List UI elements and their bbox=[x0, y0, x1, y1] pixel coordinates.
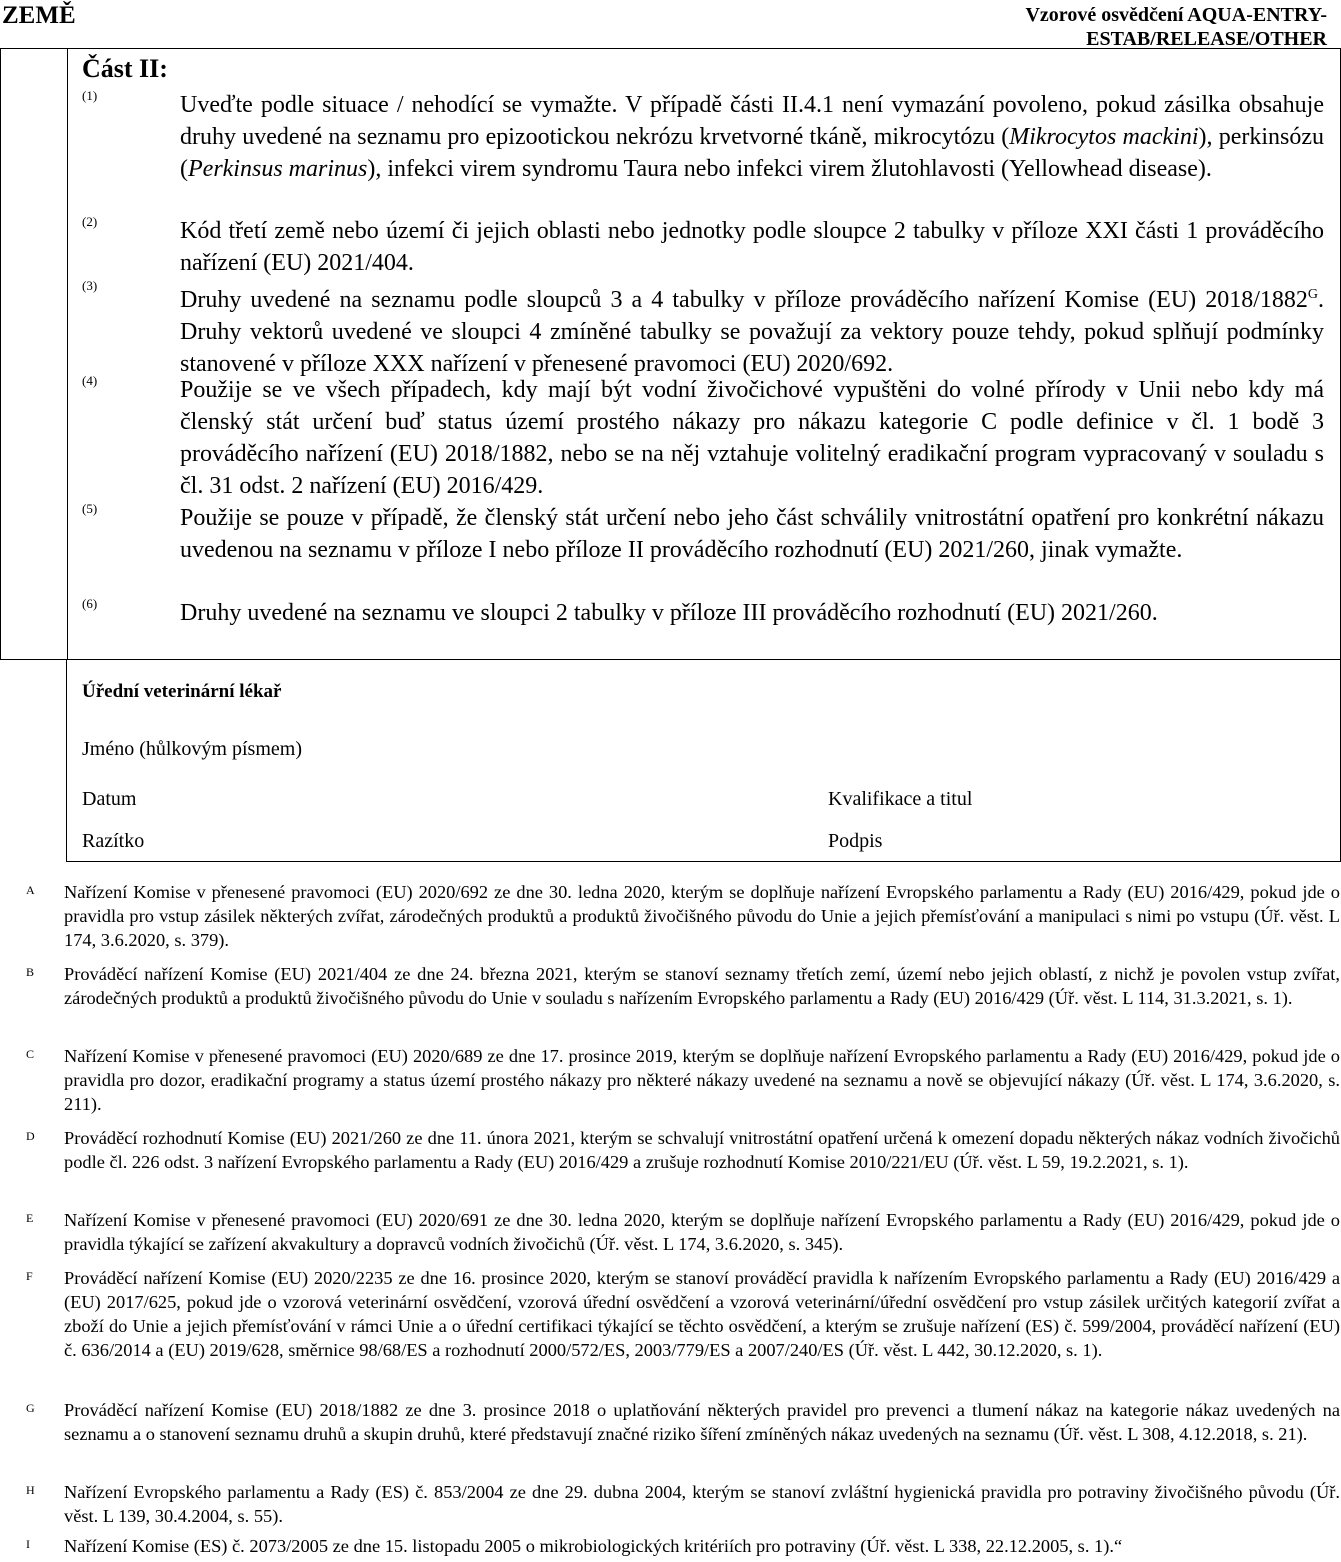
country-header: ZEMĚ bbox=[2, 2, 76, 29]
footnote-text: Nařízení Komise (ES) č. 2073/2005 ze dne 15. listopadu 2005 o mikrobiologických kritériích pro potraviny (Úř. věst. L 338, 22.12.2005, s. 1).“ bbox=[64, 1536, 1123, 1556]
date-label: Datum bbox=[82, 788, 137, 810]
stamp-label: Razítko bbox=[82, 830, 145, 852]
note-text: Použije se ve všech případech, kdy mají být vodní živočichové vypuštěni do volné přírody v Unii nebo kdy má členský stát určení buď status území prostého nákazy pro nákazu kategorie C podle definice v čl. 1 bodě 3 prováděcího nařízení (EU) 2018/1882, nebo se na něj vztahuje volitelný eradikační program vypracovaný v souladu s čl. 31 odst. 2 nařízení (EU) 2016/429. bbox=[180, 377, 1324, 499]
name-label: Jméno (hůlkovým písmem) bbox=[82, 738, 302, 760]
note-text: Kód třetí země nebo území či jejich oblasti nebo jednotky podle sloupce 2 tabulky v příloze XXI části 1 prováděcího nařízení (EU) 2021/404. bbox=[180, 218, 1324, 276]
part-ii-title: Část II: bbox=[82, 54, 168, 83]
footnote-letter: H bbox=[26, 1483, 35, 1497]
footnote-text: Prováděcí nařízení Komise (EU) 2020/2235 ze dne 16. prosince 2020, kterým se stanoví prováděcí pravidla k nařízením Evropského parlamentu a Rady (EU) 2016/429 a (EU) 2017/625, pokud jde o vzorová veterinární osvědčení, vzorová úřední osvědčení a vzorová veterinární/úřední osvědčení pro vstup zásilek určitých kategorií zvířat a zboží do Unie a jejich přemísťování v rámci Unie a o úřední certifikaci týkající se těchto osvědčení, a kterým se zrušuje nařízení (ES) č. 599/2004, prováděcí nařízení (EU) č. 636/2014 a (EU) 2019/628, směrnice 98/68/ES a rozhodnutí 2000/572/ES, 2003/779/ES a 2007/240/ES (Úř. věst. L 442, 30.12.2020, s. 1). bbox=[64, 1268, 1340, 1360]
column-divider bbox=[67, 49, 68, 659]
footnote-text: Nařízení Komise v přenesené pravomoci (EU) 2020/692 ze dne 30. ledna 2020, kterým se doplňuje nařízení Evropského parlamentu a Rady (EU) 2016/429, pokud jde o pravidla pro vstup zásilek některých zvířat, zárodečných produktů a produktů živočišného původu do Unie a jejich přemísťování a manipulaci s nimi po vstupu (Úř. věst. L 174, 3.6.2020, s. 379). bbox=[64, 882, 1340, 950]
footnote-letter: E bbox=[26, 1211, 34, 1225]
footnote-text: Prováděcí rozhodnutí Komise (EU) 2021/260 ze dne 11. února 2021, kterým se schvalují vnitrostátní opatření určená k omezení dopadu některých nákaz vodních živočichů podle čl. 226 odst. 3 nařízení Evropského parlamentu a Rady (EU) 2016/429 a zrušuje rozhodnutí Komise 2010/221/EU (Úř. věst. L 59, 19.2.2021, s. 1). bbox=[64, 1128, 1340, 1172]
footnote-letter: B bbox=[26, 965, 35, 979]
footnote-letter: I bbox=[26, 1537, 30, 1551]
footnote-letter: D bbox=[26, 1129, 35, 1143]
signature-title: Úřední veterinární lékař bbox=[82, 681, 282, 702]
note-text: Druhy uvedené na seznamu ve sloupci 2 tabulky v příloze III prováděcího rozhodnutí (EU) 2021/260. bbox=[180, 600, 1158, 626]
species-name: Perkinsus marinus bbox=[188, 156, 368, 182]
certificate-model-line1: Vzorové osvědčení AQUA-ENTRY- bbox=[1025, 4, 1327, 26]
note-number: (5) bbox=[82, 501, 98, 516]
signature-label: Podpis bbox=[828, 830, 883, 852]
footnote-text: Nařízení Evropského parlamentu a Rady (ES) č. 853/2004 ze dne 29. dubna 2004, kterým se stanoví zvláštní hygienická pravidla pro potraviny živočišného původu (Úř. věst. L 139, 30.4.2004, s. 55). bbox=[64, 1482, 1340, 1526]
footnote-letter: F bbox=[26, 1269, 33, 1283]
note-number: (2) bbox=[82, 214, 98, 229]
note-text: Druhy uvedené na seznamu podle sloupců 3 a 4 tabulky v příloze prováděcího nařízení Komise (EU) $2018/1882^G$. Druhy vektorů uvedené ve sloupci 4 zmíněné tabulky se považují za vektory pouze tehdy, pokud splňují podmínky stanovené v příloze XXX nařízení v přenesené pravomoci (EU) 2020/692. bbox=[180, 287, 1324, 377]
footnote-text: Nařízení Komise v přenesené pravomoci (EU) 2020/689 ze dne 17. prosince 2019, kterým se doplňuje nařízení Evropského parlamentu a Rady (EU) 2016/429, pokud jde o pravidla pro dozor, eradikační programy a status území prostého nákazy pro některé nákazy uvedené na seznamu a nově se objevující nákazy (Úř. věst. L 174, 3.6.2020, s. 211). bbox=[64, 1046, 1340, 1114]
footnote-letter: C bbox=[26, 1047, 35, 1061]
footnote-text: Prováděcí nařízení Komise (EU) 2021/404 ze dne 24. března 2021, kterým se stanoví seznamy třetích zemí, území nebo jejich oblastí, z nichž je povolen vstup zvířat, zárodečných produktů a produktů živočišného původu do Unie v souladu s nařízením Evropského parlamentu a Rady (EU) 2016/429 (Úř. věst. L 114, 31.3.2021, s. 1). bbox=[64, 964, 1340, 1008]
footnote-ref: G bbox=[1307, 287, 1318, 302]
note-number: (1) bbox=[82, 88, 98, 103]
footnote-text: Nařízení Komise v přenesené pravomoci (EU) 2020/691 ze dne 30. ledna 2020, kterým se doplňuje nařízení Evropského parlamentu a Rady (EU) 2016/429, pokud jde o pravidla týkající se zařízení akvakultury a dopravců vodních živočichů (Úř. věst. L 174, 3.6.2020, s. 345). bbox=[64, 1210, 1340, 1254]
certificate-model-line2: ESTAB/RELEASE/OTHER bbox=[1086, 28, 1327, 50]
note-number: (6) bbox=[82, 596, 98, 611]
qualification-label: Kvalifikace a titul bbox=[828, 788, 973, 810]
note-text: Použije se pouze v případě, že členský stát určení nebo jeho část schválily vnitrostátní opatření pro konkrétní nákazu uvedenou na seznamu v příloze I nebo příloze II prováděcího rozhodnutí (EU) 2021/260, jinak vymažte. bbox=[180, 505, 1324, 563]
species-name: Mikrocytos mackini bbox=[1009, 124, 1199, 150]
certificate-model-header bbox=[927, 3, 1327, 51]
footnote-text: Prováděcí nařízení Komise (EU) 2018/1882 ze dne 3. prosince 2018 o uplatňování některých pravidel pro prevenci a tlumení nákaz na kategorie nákaz uvedených na seznamu a o stanovení seznamu druhů a skupin druhů, které představují značné riziko šíření zmíněných nákaz uvedených na seznamu (Úř. věst. L 308, 4.12.2018, s. 21). bbox=[64, 1400, 1340, 1444]
note-number: (4) bbox=[82, 373, 98, 388]
note-number: (3) bbox=[82, 278, 98, 293]
footnote-letter: A bbox=[26, 883, 35, 897]
note-text: Uveďte podle situace / nehodící se vymažte. V případě části II.4.1 není vymazání povoleno, pokud zásilka obsahuje druhy uvedené na seznamu pro epizootickou nekrózu krvetvorné tkáně, mikrocytózu (Mikrocytos mackini), perkinsózu (Perkinsus marinus), infekci virem syndromu Taura nebo infekci virem žlutohlavosti (Yellowhead disease). bbox=[180, 92, 1324, 182]
footnote-letter: G bbox=[26, 1401, 35, 1415]
